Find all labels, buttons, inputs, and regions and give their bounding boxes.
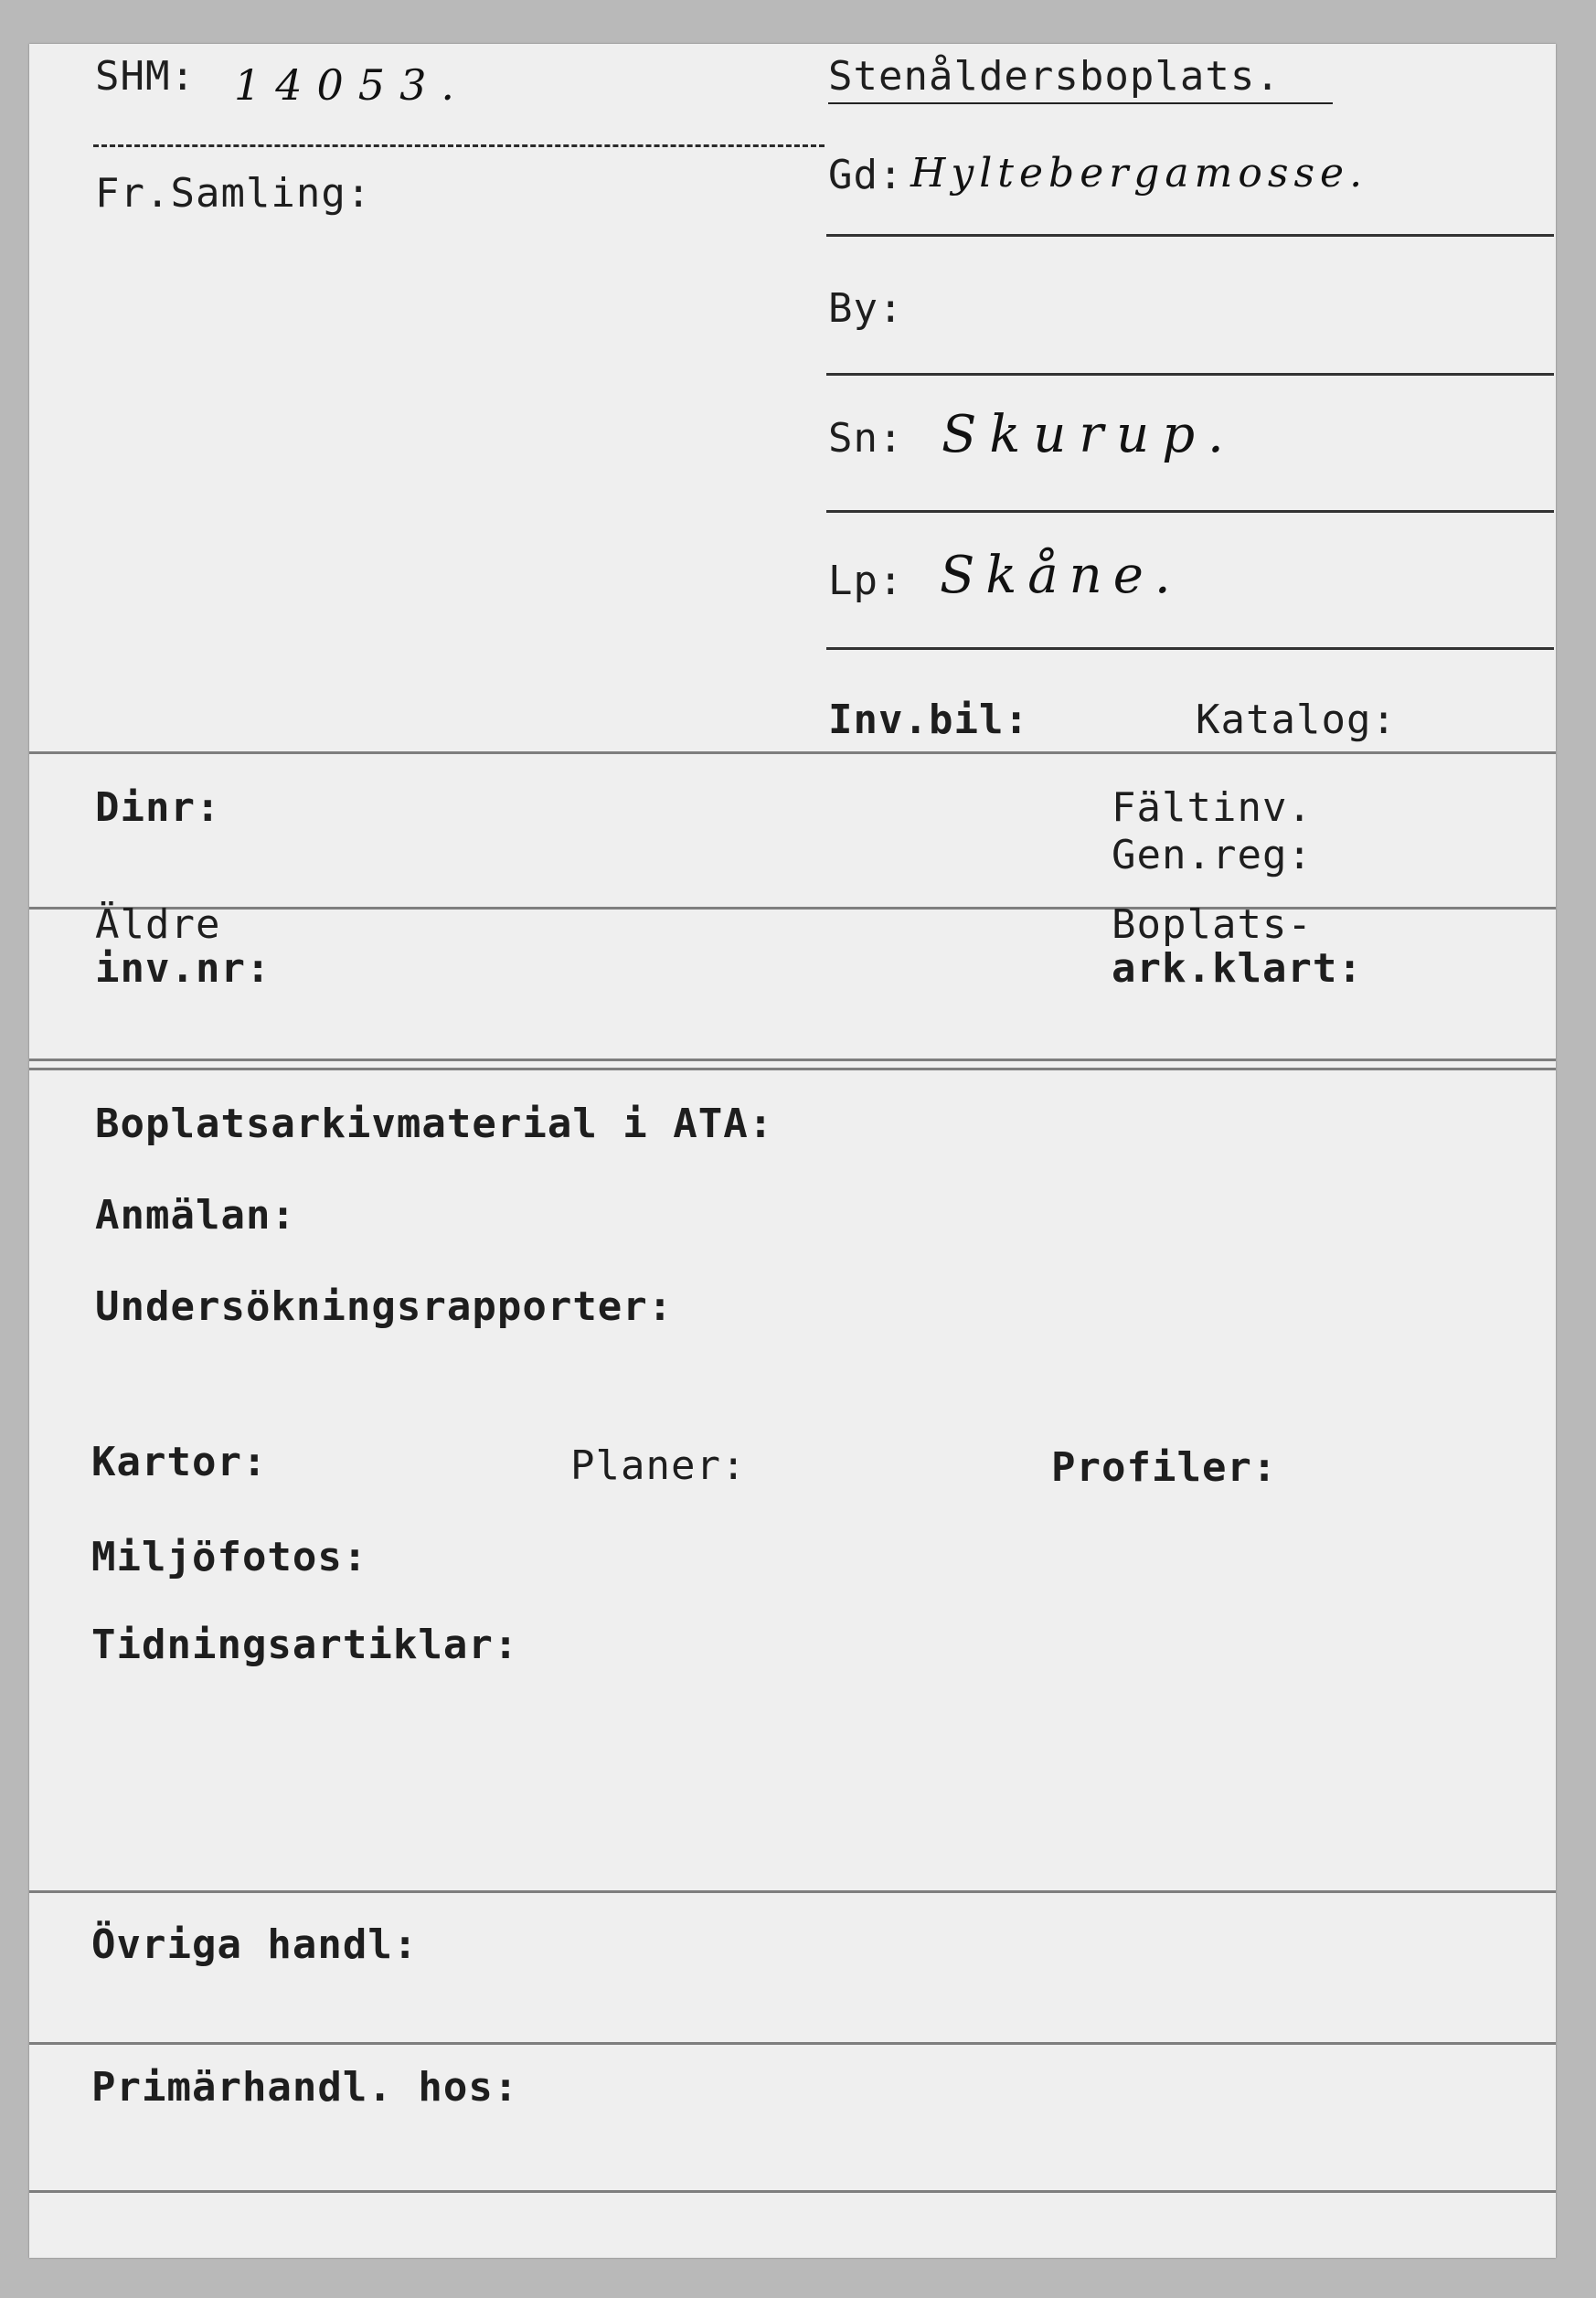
sn-label: Sn: (828, 415, 904, 462)
lp-label: Lp: (828, 558, 904, 604)
anmalan-label: Anmälan: (95, 1192, 296, 1239)
section-divider-2 (29, 907, 1556, 910)
section-divider-3a (29, 1059, 1556, 1061)
archive-heading: Boplatsarkivmaterial i ATA: (95, 1101, 774, 1147)
gd-line (826, 234, 1554, 237)
section-divider-5 (29, 2042, 1556, 2045)
lp-line (826, 647, 1554, 650)
archive-card (29, 44, 1556, 2258)
gd-value-handwritten: Hyltebergamosse. (910, 150, 1368, 197)
arkklart-label: ark.klart: (1112, 945, 1363, 992)
by-label: By: (828, 285, 904, 332)
by-line (826, 373, 1554, 376)
shm-number-handwritten: 14053. (234, 60, 469, 110)
section-divider-3b (29, 1068, 1556, 1070)
section-divider-4 (29, 1890, 1556, 1893)
lp-value-handwritten: Skåne. (940, 546, 1182, 605)
card-title: Stenåldersboplats. (828, 53, 1281, 100)
genreg-label: Gen.reg: (1112, 832, 1313, 878)
planer-label: Planer: (570, 1442, 747, 1489)
primar-label: Primärhandl. hos: (91, 2064, 519, 2111)
section-divider-1 (29, 751, 1556, 754)
kartor-label: Kartor: (91, 1439, 268, 1485)
katalog-label: Katalog: (1196, 697, 1397, 743)
header-dashed-line (93, 144, 825, 147)
dinr-label: Dinr: (95, 784, 221, 831)
fr-samling-label: Fr.Samling: (95, 170, 372, 217)
sn-value-handwritten: Skurup. (942, 405, 1237, 464)
profiler-label: Profiler: (1051, 1444, 1278, 1491)
inv-bil-label: Inv.bil: (828, 697, 1029, 743)
miljofotos-label: Miljöfotos: (91, 1534, 368, 1580)
aldre-label: Äldre (95, 901, 221, 948)
undersokning-label: Undersökningsrapporter: (95, 1283, 674, 1330)
tidning-label: Tidningsartiklar: (91, 1622, 519, 1668)
section-divider-6 (29, 2190, 1556, 2193)
title-underline (828, 102, 1333, 104)
sn-line (826, 510, 1554, 513)
boplats-label: Boplats- (1112, 901, 1313, 948)
invnr-label: inv.nr: (95, 945, 271, 992)
ovriga-label: Övriga handl: (91, 1921, 419, 1968)
faltinv-label: Fältinv. (1112, 784, 1313, 831)
gd-label: Gd: (828, 152, 904, 198)
shm-label: SHM: (95, 53, 196, 100)
